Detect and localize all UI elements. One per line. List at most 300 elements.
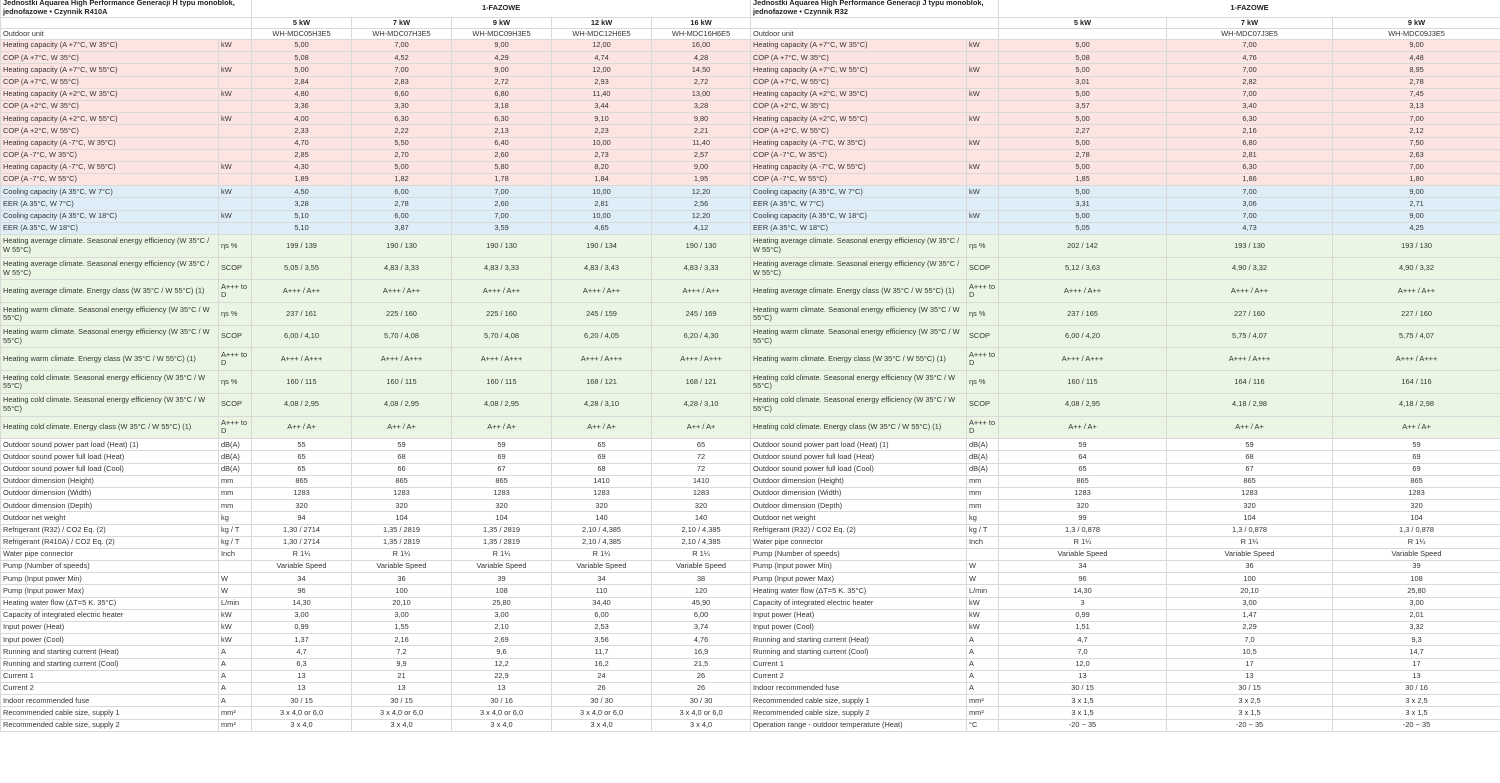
spec-value: Variable Speed — [1333, 548, 1500, 560]
spec-label: Heating capacity (A +2°C, W 55°C) — [751, 113, 967, 125]
spec-value: Variable Speed — [352, 561, 452, 573]
spec-row — [1, 76, 751, 88]
spec-unit: A+++ to D — [219, 280, 252, 303]
spec-value: 16,9 — [652, 646, 751, 658]
spec-value: 1,85 — [999, 174, 1167, 186]
spec-value: 4,18 / 2,98 — [1333, 393, 1500, 416]
spec-value: A++ / A+ — [352, 416, 452, 439]
spec-value: 59 — [1333, 439, 1500, 451]
spec-row — [1, 670, 751, 682]
spec-row — [1, 609, 751, 621]
spec-unit: °C — [967, 719, 999, 731]
spec-value: 7,00 — [352, 64, 452, 76]
spec-value: A+++ / A++ — [652, 280, 751, 303]
spec-value: 1,80 — [1333, 174, 1500, 186]
spec-value: A++ / A+ — [1167, 416, 1333, 439]
spec-value: A+++ / A+++ — [452, 348, 552, 371]
spec-value: 3,74 — [652, 622, 751, 634]
spec-label: Heating capacity (A -7°C, W 35°C) — [1, 137, 219, 149]
spec-value: 5,00 — [252, 64, 352, 76]
spec-value: 0,99 — [999, 609, 1167, 621]
spec-value: 1283 — [1333, 487, 1500, 499]
spec-value: 13 — [252, 682, 352, 694]
spec-value: 320 — [1333, 500, 1500, 512]
spec-value: 65 — [999, 463, 1167, 475]
spec-value: 3 x 4,0 — [352, 719, 452, 731]
spec-value: 4,08 / 2,95 — [999, 393, 1167, 416]
spec-row — [1, 475, 751, 487]
spec-label: Heating water flow (ΔT=5 K. 35°C) — [1, 597, 219, 609]
spec-row — [1, 561, 751, 573]
spec-unit: A+++ to D — [219, 416, 252, 439]
spec-row — [1, 658, 751, 670]
header-blank-cell — [1, 18, 252, 29]
spec-value: 865 — [999, 475, 1167, 487]
spec-value: 30 / 15 — [1167, 682, 1333, 694]
spec-value: 6,00 — [552, 609, 652, 621]
spec-value: 4,76 — [1167, 52, 1333, 64]
spec-value: 320 — [999, 500, 1167, 512]
spec-value: 5,05 — [999, 222, 1167, 234]
spec-row — [751, 475, 1500, 487]
spec-row — [751, 500, 1500, 512]
spec-unit: kg / T — [219, 524, 252, 536]
spec-value: 65 — [252, 451, 352, 463]
spec-unit: kW — [219, 622, 252, 634]
spec-value: 1283 — [1167, 487, 1333, 499]
spec-value: 1,86 — [1167, 174, 1333, 186]
spec-unit — [967, 52, 999, 64]
spec-label: Pump (Input power Max) — [751, 573, 967, 585]
spec-value: 3 x 4,0 or 6,0 — [352, 707, 452, 719]
spec-value: 2,72 — [652, 76, 751, 88]
spec-value: 3 x 4,0 — [452, 719, 552, 731]
spec-value: 4,83 / 3,33 — [352, 257, 452, 280]
spec-unit: A — [967, 682, 999, 694]
model-code: WH-MDC07H3E5 — [352, 29, 452, 40]
spec-value: 4,7 — [252, 646, 352, 658]
spec-value: 9,00 — [1333, 210, 1500, 222]
spec-value: 21,5 — [652, 658, 751, 670]
spec-value: A+++ / A+++ — [1167, 348, 1333, 371]
spec-value: 96 — [252, 585, 352, 597]
spec-row — [751, 561, 1500, 573]
spec-row — [1, 235, 751, 258]
spec-row — [751, 585, 1500, 597]
spec-value: 160 / 115 — [452, 371, 552, 394]
spec-value: 68 — [352, 451, 452, 463]
spec-unit: kW — [967, 622, 999, 634]
spec-label: COP (A -7°C, W 55°C) — [751, 174, 967, 186]
spec-label: Refrigerant (R32) / CO2 Eq. (2) — [1, 524, 219, 536]
spec-value: 202 / 142 — [999, 235, 1167, 258]
spec-value: 7,2 — [352, 646, 452, 658]
spec-row — [751, 646, 1500, 658]
spec-value: 140 — [652, 512, 751, 524]
spec-value: 5,05 / 3,55 — [252, 257, 352, 280]
spec-value: 34,40 — [552, 597, 652, 609]
spec-value: 168 / 121 — [652, 371, 751, 394]
spec-value: 99 — [999, 512, 1167, 524]
header-title-row — [751, 0, 1500, 18]
power-rating: 5 kW — [999, 18, 1167, 29]
spec-unit: dB(A) — [219, 439, 252, 451]
spec-value: 3 x 1,5 — [1333, 707, 1500, 719]
spec-label: Operation range - outdoor temperature (Heat) — [751, 719, 967, 731]
spec-label: Input power (Cool) — [751, 622, 967, 634]
spec-value: 25,80 — [452, 597, 552, 609]
spec-unit: kW — [967, 210, 999, 222]
spec-unit: kW — [219, 40, 252, 52]
spec-row — [1, 393, 751, 416]
spec-label: COP (A -7°C, W 35°C) — [1, 149, 219, 161]
spec-value: 6,30 — [452, 113, 552, 125]
spec-value: 199 / 139 — [252, 235, 352, 258]
spec-label: Refrigerant (R410A) / CO2 Eq. (2) — [1, 536, 219, 548]
spec-table-generation-h — [0, 0, 751, 732]
spec-value: 3 x 4,0 — [552, 719, 652, 731]
spec-value: 865 — [252, 475, 352, 487]
spec-unit — [967, 222, 999, 234]
spec-value: 3 x 1,5 — [999, 707, 1167, 719]
spec-row — [751, 670, 1500, 682]
spec-value: 10,00 — [552, 210, 652, 222]
spec-row — [751, 463, 1500, 475]
spec-value: 5,00 — [999, 186, 1167, 198]
spec-value: 2,81 — [552, 198, 652, 210]
spec-value: 104 — [1333, 512, 1500, 524]
spec-value: 100 — [1167, 573, 1333, 585]
spec-unit: dB(A) — [219, 463, 252, 475]
spec-row — [751, 719, 1500, 731]
spec-value: 69 — [452, 451, 552, 463]
spec-unit — [967, 149, 999, 161]
spec-table-body — [751, 0, 1500, 731]
spec-unit: ηs % — [967, 303, 999, 326]
spec-label: Heating cold climate. Seasonal energy efficiency (W 35°C / W 55°C) — [1, 371, 219, 394]
power-rating: 5 kW — [252, 18, 352, 29]
spec-row — [751, 451, 1500, 463]
spec-row — [1, 137, 751, 149]
spec-unit: mm — [967, 487, 999, 499]
spec-value: 3 x 4,0 — [652, 719, 751, 731]
spec-value: 17 — [1333, 658, 1500, 670]
spec-value: 5,00 — [999, 40, 1167, 52]
spec-row — [751, 222, 1500, 234]
spec-value: 2,27 — [999, 125, 1167, 137]
spec-unit: A — [219, 658, 252, 670]
spec-label: Outdoor dimension (Height) — [1, 475, 219, 487]
spec-value: 2,57 — [652, 149, 751, 161]
spec-value: 24 — [552, 670, 652, 682]
spec-value: 100 — [352, 585, 452, 597]
spec-label: Current 2 — [751, 670, 967, 682]
spec-label: Water pipe connector — [1, 548, 219, 560]
spec-value: Variable Speed — [552, 561, 652, 573]
spec-label: Recommended cable size, supply 2 — [751, 707, 967, 719]
model-code: WH-MDC09H3E5 — [452, 29, 552, 40]
spec-row — [751, 439, 1500, 451]
model-code: WH-MDC05H3E5 — [252, 29, 352, 40]
spec-value: 193 / 130 — [1333, 235, 1500, 258]
spec-label: Heating average climate. Seasonal energy efficiency (W 35°C / W 55°C) — [751, 257, 967, 280]
spec-unit: kW — [219, 113, 252, 125]
spec-value: 227 / 160 — [1333, 303, 1500, 326]
spec-value: A+++ / A++ — [999, 280, 1167, 303]
spec-value: 4,08 / 2,95 — [252, 393, 352, 416]
spec-value: 30 / 30 — [552, 695, 652, 707]
spec-label: Heating average climate. Seasonal energy efficiency (W 35°C / W 55°C) — [1, 257, 219, 280]
spec-value: 865 — [1333, 475, 1500, 487]
spec-label: Recommended cable size, supply 2 — [1, 719, 219, 731]
spec-value: 9,00 — [452, 64, 552, 76]
spec-value: 30 / 16 — [452, 695, 552, 707]
spec-value: 13,00 — [652, 88, 751, 100]
spec-value: 6,20 / 4,30 — [652, 325, 751, 348]
spec-value: 5,00 — [999, 161, 1167, 173]
spec-value: 11,40 — [652, 137, 751, 149]
spec-value: 865 — [352, 475, 452, 487]
spec-value: A++ / A+ — [252, 416, 352, 439]
spec-label: Input power (Heat) — [751, 609, 967, 621]
spec-value: 320 — [1167, 500, 1333, 512]
spec-value: 10,00 — [552, 186, 652, 198]
spec-label: Heating warm climate. Seasonal energy efficiency (W 35°C / W 55°C) — [1, 325, 219, 348]
spec-value: 7,0 — [999, 646, 1167, 658]
spec-value: 25,80 — [1333, 585, 1500, 597]
spec-label: EER (A 35°C, W 7°C) — [751, 198, 967, 210]
phase-label: 1-FAZOWE — [999, 0, 1500, 18]
spec-value: 69 — [1333, 451, 1500, 463]
spec-value: 2,16 — [1167, 125, 1333, 137]
spec-label: Running and starting current (Cool) — [1, 658, 219, 670]
spec-row — [751, 371, 1500, 394]
spec-value: 26 — [652, 670, 751, 682]
spec-label: Outdoor dimension (Width) — [1, 487, 219, 499]
spec-label: EER (A 35°C, W 7°C) — [1, 198, 219, 210]
spec-unit — [967, 100, 999, 112]
spec-value: 0,99 — [252, 622, 352, 634]
spec-value: Variable Speed — [652, 561, 751, 573]
spec-value: 3 x 4,0 or 6,0 — [552, 707, 652, 719]
spec-label: Input power (Heat) — [1, 622, 219, 634]
spec-label: Outdoor dimension (Depth) — [751, 500, 967, 512]
spec-label: COP (A +2°C, W 55°C) — [751, 125, 967, 137]
spec-label: COP (A +2°C, W 35°C) — [751, 100, 967, 112]
spec-value: Variable Speed — [452, 561, 552, 573]
spec-value: 4,83 / 3,33 — [652, 257, 751, 280]
spec-value: A+++ / A+++ — [1333, 348, 1500, 371]
spec-value: A+++ / A++ — [1333, 280, 1500, 303]
spec-value: 2,12 — [1333, 125, 1500, 137]
spec-row — [751, 210, 1500, 222]
spec-value: 5,00 — [999, 137, 1167, 149]
spec-value: 3,00 — [452, 609, 552, 621]
spec-value: 17 — [1167, 658, 1333, 670]
spec-value: 245 / 169 — [652, 303, 751, 326]
spec-value: 20,10 — [1167, 585, 1333, 597]
spec-value: 7,00 — [1333, 161, 1500, 173]
table-title: Jednostki Aquarea High Performance Generacji J typu monoblok, jednofazowe • Czynnik R32 — [751, 0, 999, 18]
spec-row — [751, 487, 1500, 499]
spec-value: 2,10 / 4,385 — [552, 524, 652, 536]
spec-value: 14,30 — [252, 597, 352, 609]
spec-row — [1, 416, 751, 439]
spec-label: Heating capacity (A +7°C, W 35°C) — [751, 40, 967, 52]
spec-value: 6,80 — [1167, 137, 1333, 149]
spec-value: 34 — [999, 561, 1167, 573]
spec-row — [1, 149, 751, 161]
spec-label: Cooling capacity (A 35°C, W 7°C) — [751, 186, 967, 198]
spec-value: 3,00 — [1333, 597, 1500, 609]
spec-unit: kW — [967, 161, 999, 173]
spec-value: 5,50 — [352, 137, 452, 149]
spec-value: 6,30 — [1167, 113, 1333, 125]
spec-value: 3 x 1,5 — [999, 695, 1167, 707]
spec-label: Outdoor net weight — [751, 512, 967, 524]
spec-value: 2,29 — [1167, 622, 1333, 634]
spec-value: 140 — [552, 512, 652, 524]
spec-label: EER (A 35°C, W 18°C) — [751, 222, 967, 234]
spec-unit — [967, 174, 999, 186]
spec-value: 2,16 — [352, 634, 452, 646]
spec-label: Refrigerant (R32) / CO2 Eq. (2) — [751, 524, 967, 536]
spec-row — [751, 280, 1500, 303]
table-title: Jednostki Aquarea High Performance Generacji H typu monoblok, jednofazowe • Czynnik R410A — [1, 0, 252, 18]
spec-value: 1,35 / 2819 — [452, 536, 552, 548]
spec-value: 2,78 — [999, 149, 1167, 161]
spec-value: A+++ / A+++ — [552, 348, 652, 371]
spec-value: 245 / 159 — [552, 303, 652, 326]
spec-value: 12,2 — [452, 658, 552, 670]
spec-label: Heating average climate. Seasonal energy efficiency (W 35°C / W 55°C) — [1, 235, 219, 258]
spec-value: 9,00 — [1333, 40, 1500, 52]
spec-label: COP (A +7°C, W 55°C) — [751, 76, 967, 88]
spec-unit: kW — [219, 210, 252, 222]
spec-unit: W — [967, 573, 999, 585]
spec-label: Pump (Number of speeds) — [751, 548, 967, 560]
spec-value: 6,00 / 4,20 — [999, 325, 1167, 348]
spec-value: 13 — [352, 682, 452, 694]
spec-value: 5,75 / 4,07 — [1333, 325, 1500, 348]
spec-label: Outdoor sound power part load (Heat) (1) — [1, 439, 219, 451]
spec-value: 4,48 — [1333, 52, 1500, 64]
spec-row — [1, 88, 751, 100]
spec-row — [751, 100, 1500, 112]
spec-value: 2,10 / 4,385 — [652, 536, 751, 548]
spec-value: 9,80 — [652, 113, 751, 125]
spec-unit: mm — [219, 500, 252, 512]
spec-value: 1,78 — [452, 174, 552, 186]
spec-label: Cooling capacity (A 35°C, W 18°C) — [1, 210, 219, 222]
spec-label: Recommended cable size, supply 1 — [1, 707, 219, 719]
spec-value: 3,40 — [1167, 100, 1333, 112]
spec-value: 225 / 160 — [452, 303, 552, 326]
spec-value: 6,20 / 4,05 — [552, 325, 652, 348]
spec-value: 8,95 — [1333, 64, 1500, 76]
spec-unit: SCOP — [219, 325, 252, 348]
spec-unit: A — [219, 695, 252, 707]
spec-unit: kg — [219, 512, 252, 524]
spec-row — [1, 463, 751, 475]
spec-label: Pump (Input power Min) — [1, 573, 219, 585]
spec-label: Outdoor sound power full load (Cool) — [751, 463, 967, 475]
spec-value: 4,76 — [652, 634, 751, 646]
spec-value: 3,13 — [1333, 100, 1500, 112]
spec-row — [1, 439, 751, 451]
spec-unit: mm² — [967, 707, 999, 719]
spec-value: 7,00 — [452, 186, 552, 198]
spec-value: 1,35 / 2819 — [452, 524, 552, 536]
spec-row — [751, 609, 1500, 621]
spec-unit: SCOP — [219, 257, 252, 280]
spec-value: A+++ / A++ — [452, 280, 552, 303]
spec-value: 5,80 — [452, 161, 552, 173]
spec-unit — [219, 125, 252, 137]
spec-value: 104 — [352, 512, 452, 524]
spec-value: 7,00 — [1167, 40, 1333, 52]
spec-label: Heating average climate. Seasonal energy efficiency (W 35°C / W 55°C) — [751, 235, 967, 258]
spec-value: 12,00 — [552, 40, 652, 52]
spec-value: 1410 — [652, 475, 751, 487]
spec-value: 3 x 2,5 — [1333, 695, 1500, 707]
spec-value: 9,6 — [452, 646, 552, 658]
spec-value: 4,18 / 2,98 — [1167, 393, 1333, 416]
spec-table-body — [1, 0, 751, 731]
spec-row — [1, 622, 751, 634]
spec-label: Heating cold climate. Seasonal energy efficiency (W 35°C / W 55°C) — [751, 393, 967, 416]
spec-unit: W — [219, 585, 252, 597]
spec-value: 2,84 — [252, 76, 352, 88]
spec-value: 3,06 — [1167, 198, 1333, 210]
spec-unit: A — [219, 646, 252, 658]
spec-label: Heating warm climate. Energy class (W 35°C / W 55°C) (1) — [1, 348, 219, 371]
spec-value: R 1¼ — [252, 548, 352, 560]
spec-value: 6,00 — [652, 609, 751, 621]
spec-value: 5,00 — [352, 161, 452, 173]
spec-value: 2,60 — [452, 149, 552, 161]
spec-value: A+++ / A+++ — [652, 348, 751, 371]
spec-value: 3 x 4,0 or 6,0 — [452, 707, 552, 719]
spec-unit: kW — [967, 137, 999, 149]
spec-row — [1, 500, 751, 512]
spec-value: 4,08 / 2,95 — [352, 393, 452, 416]
spec-value: 2,10 — [452, 622, 552, 634]
spec-unit: A — [967, 634, 999, 646]
spec-label: EER (A 35°C, W 18°C) — [1, 222, 219, 234]
spec-value: 34 — [552, 573, 652, 585]
spec-value: 7,00 — [1167, 64, 1333, 76]
spec-label: Outdoor sound power full load (Heat) — [751, 451, 967, 463]
spec-value: 9,00 — [652, 161, 751, 173]
spec-label: Heating warm climate. Energy class (W 35°C / W 55°C) (1) — [751, 348, 967, 371]
spec-unit: ηs % — [967, 371, 999, 394]
spec-value: 11,7 — [552, 646, 652, 658]
spec-unit: mm — [219, 487, 252, 499]
spec-value: 5,70 / 4,08 — [452, 325, 552, 348]
spec-value: 14,30 — [999, 585, 1167, 597]
spec-value: 4,29 — [452, 52, 552, 64]
spec-label: Outdoor dimension (Width) — [751, 487, 967, 499]
spec-value: 2,63 — [1333, 149, 1500, 161]
spec-unit: dB(A) — [967, 451, 999, 463]
spec-unit: A+++ to D — [967, 416, 999, 439]
spec-value: 59 — [999, 439, 1167, 451]
spec-value: 11,40 — [552, 88, 652, 100]
spec-value: 1,3 / 0,878 — [1333, 524, 1500, 536]
spec-row — [751, 634, 1500, 646]
spec-value: 9,00 — [452, 40, 552, 52]
